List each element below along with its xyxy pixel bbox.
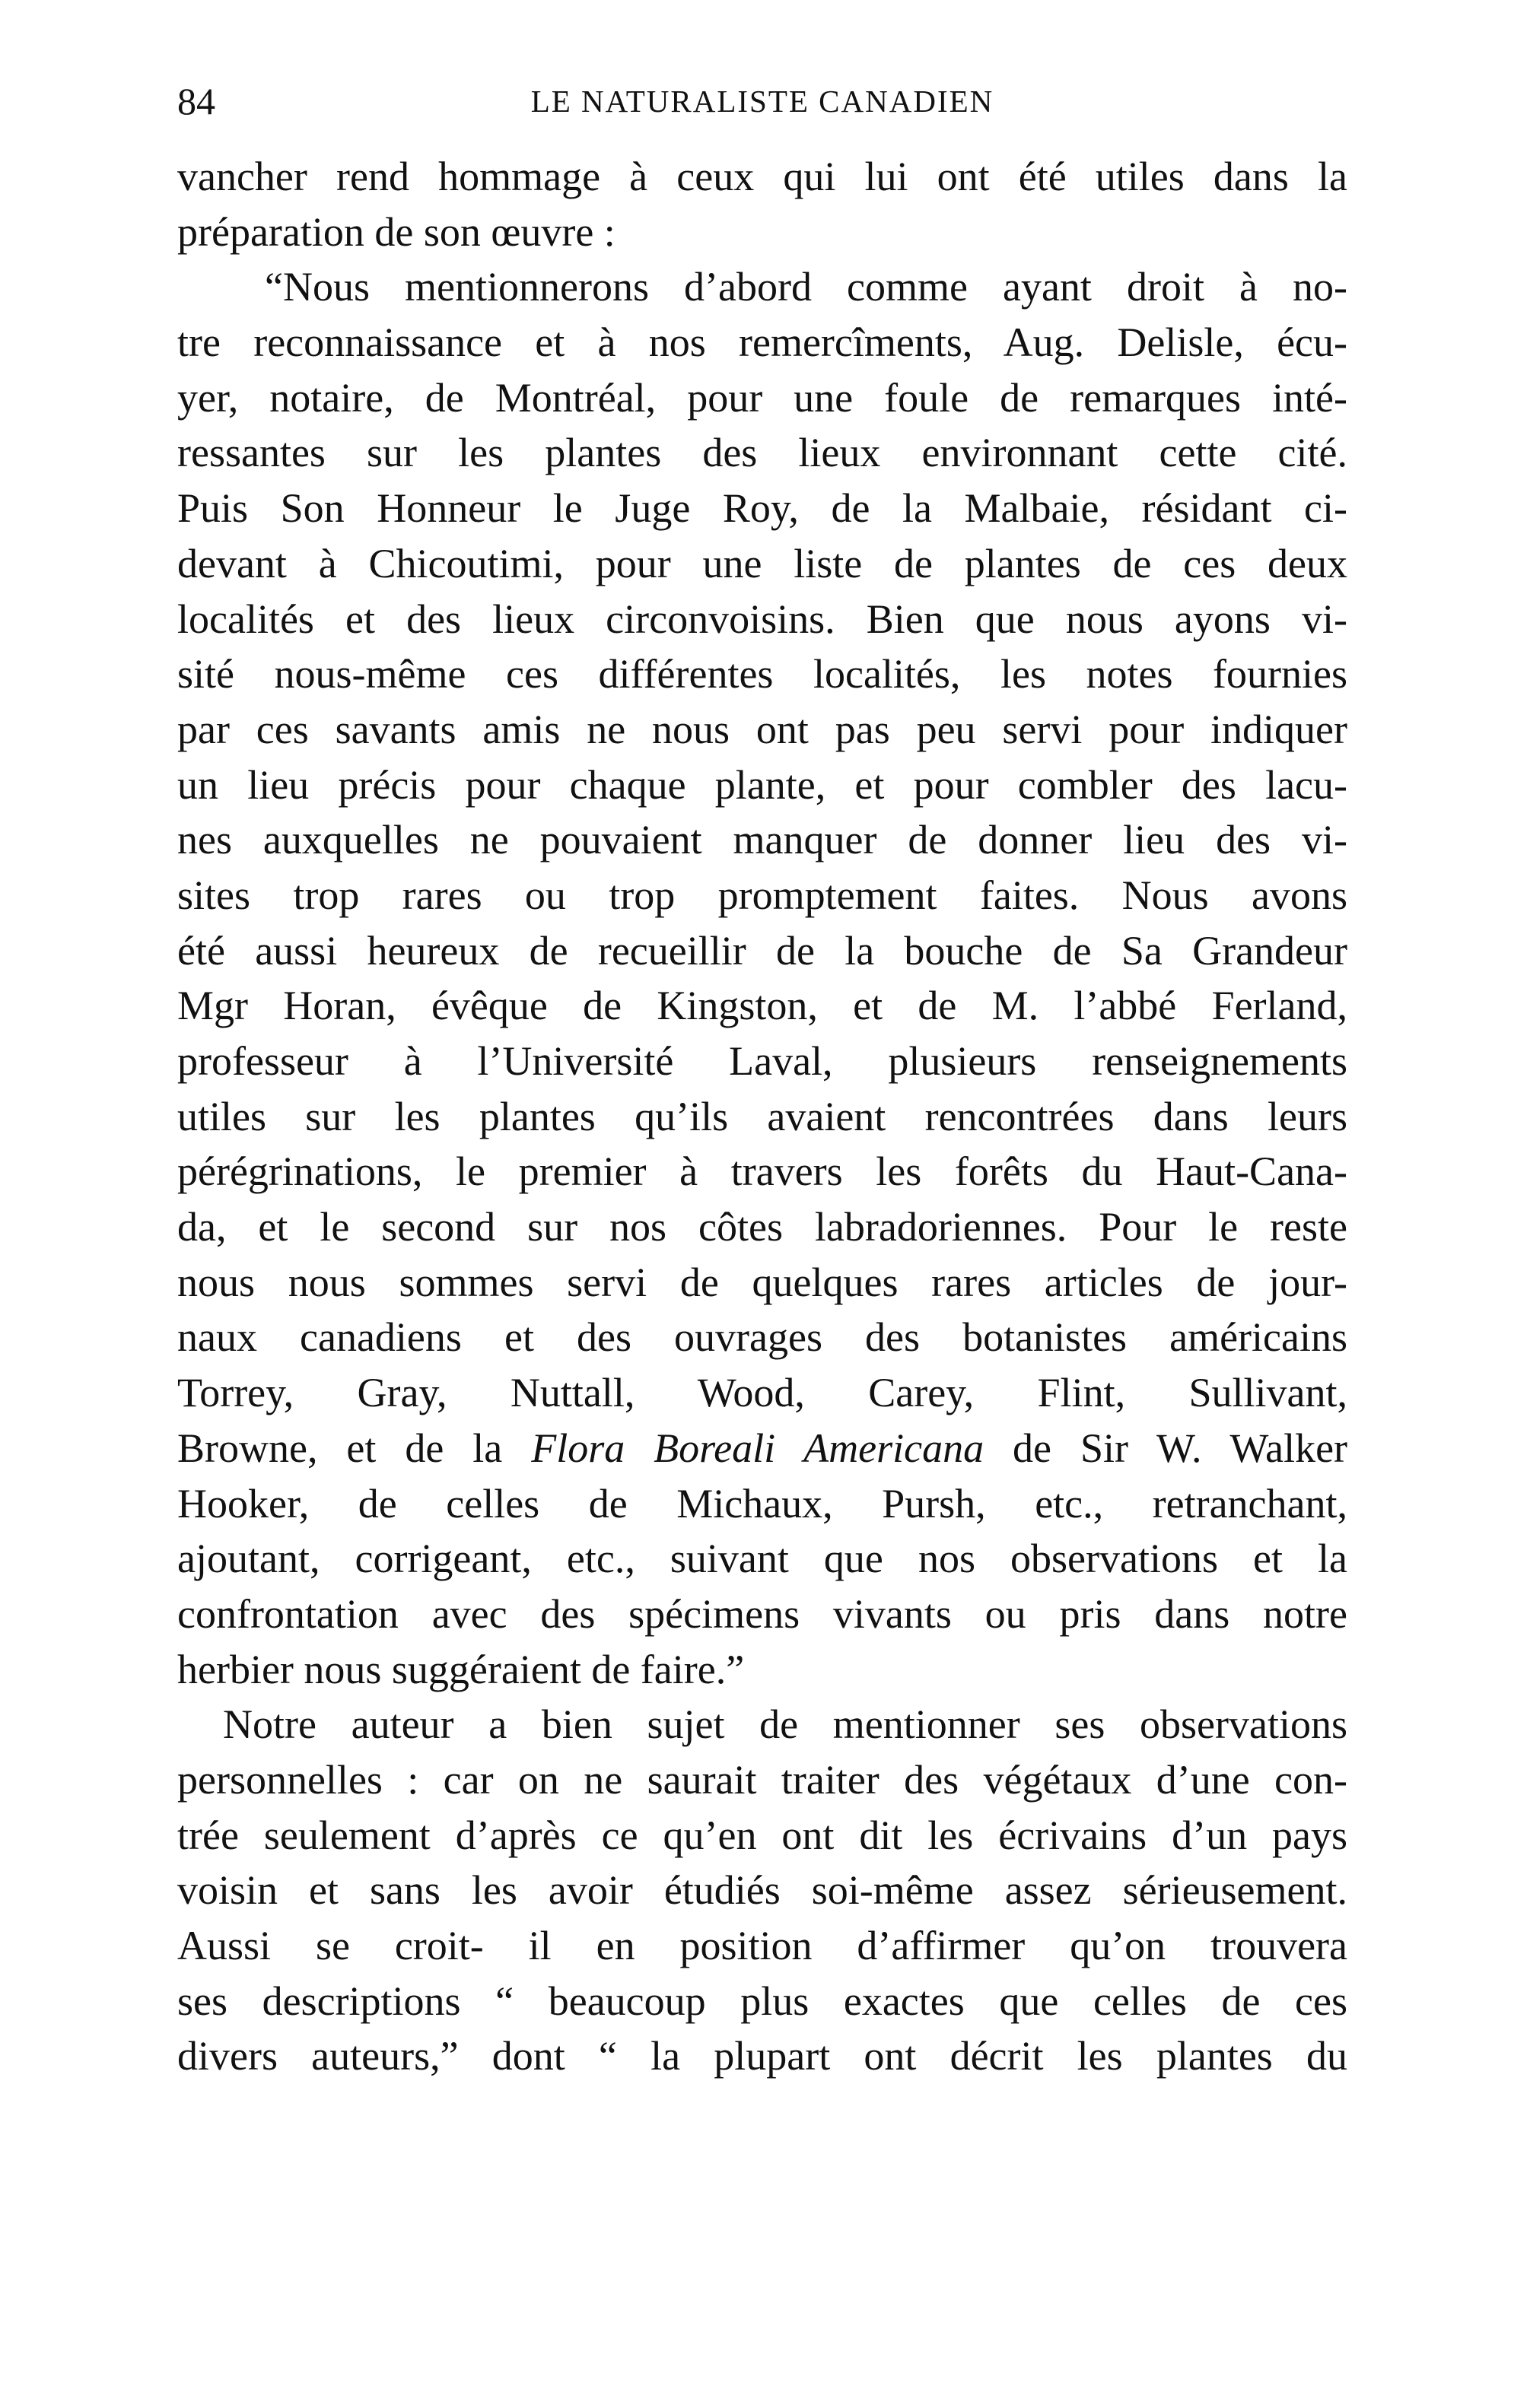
page-header bbox=[177, 75, 1347, 128]
text-line: vancher rend hommage à ceux qui lui ont été utiles dans la bbox=[177, 154, 1347, 199]
text-line: localités et des lieux circonvoisins. Bien que nous ayons vi- bbox=[177, 596, 1347, 642]
text-line: Notre auteur a bien sujet de mentionner ses observations bbox=[223, 1701, 1347, 1748]
text-line: voisin et sans les avoir étudiés soi-même assez sérieusement. bbox=[177, 1867, 1347, 1914]
text-line: trée seulement d’après ce qu’en ont dit les écrivains d’un pays bbox=[177, 1812, 1347, 1858]
text-line: préparation de son œuvre : bbox=[177, 208, 615, 255]
text-line: sité nous-même ces différentes localités, les notes fournies bbox=[177, 651, 1347, 697]
text-line: herbier nous suggéraient de faire.” bbox=[177, 1646, 745, 1692]
text-line: yer, notaire, de Montréal, pour une foule de remarques inté- bbox=[177, 374, 1347, 421]
text-line: nous nous sommes servi de quelques rares articles de jour- bbox=[177, 1259, 1347, 1305]
text-line: devant à Chicoutimi, pour une liste de plantes de ces deux bbox=[177, 540, 1347, 586]
text-line: Mgr Horan, évêque de Kingston, et de M. l’abbé Ferland, bbox=[177, 983, 1347, 1029]
text-line: ressantes sur les plantes des lieux environnant cette cité. bbox=[177, 430, 1347, 476]
text-line: tre reconnaissance et à nos remercîments, Aug. Delisle, écu- bbox=[177, 319, 1347, 366]
text-line: un lieu précis pour chaque plante, et pour combler des lacu- bbox=[177, 761, 1347, 808]
text-line: Aussi se croit- il en position d’affirmer qu’on trouvera bbox=[177, 1923, 1347, 1968]
text-line: naux canadiens et des ouvrages des botanistes américains bbox=[177, 1314, 1347, 1361]
running-title: LE NATURALISTE CANADIEN bbox=[530, 84, 994, 119]
body-text bbox=[177, 149, 1347, 2084]
text-line: Torrey, Gray, Nuttall, Wood, Carey, Flint, Sullivant, bbox=[177, 1370, 1347, 1416]
text-line: professeur à l’Université Laval, plusieurs renseignements bbox=[177, 1038, 1347, 1084]
text-line: “Nous mentionnerons d’abord comme ayant droit à no- bbox=[265, 264, 1347, 310]
text-line: ajoutant, corrigeant, etc., suivant que nos observations et la bbox=[177, 1536, 1347, 1582]
page-number: 84 bbox=[177, 80, 215, 122]
text-line: personnelles : car on ne saurait traiter des végétaux d’une con- bbox=[177, 1756, 1347, 1803]
text-line: ses descriptions “ beaucoup plus exactes que celles de ces bbox=[177, 1978, 1347, 2024]
text-segment: Browne, et de la bbox=[177, 1425, 532, 1471]
text-line: été aussi heureux de recueillir de la bouche de Sa Grandeur bbox=[177, 927, 1347, 974]
text-line: da, et le second sur nos côtes labradoriennes. Pour le reste bbox=[177, 1204, 1347, 1250]
text-line: sites trop rares ou trop promptement faites. Nous avons bbox=[177, 872, 1347, 918]
text-line: par ces savants amis ne nous ont pas peu servi pour indiquer bbox=[177, 706, 1347, 752]
text-line: pérégrinations, le premier à travers les forêts du Haut-Cana- bbox=[177, 1148, 1347, 1195]
text-line: nes auxquelles ne pouvaient manquer de donner lieu des vi- bbox=[177, 817, 1347, 863]
book-title: Flora Boreali Americana bbox=[531, 1425, 984, 1471]
text-segment: de Sir W. Walker bbox=[984, 1425, 1347, 1471]
text-line: divers auteurs,” dont “ la plupart ont décrit les plantes du bbox=[177, 2033, 1347, 2079]
text-line: Hooker, de celles de Michaux, Pursh, etc., retranchant, bbox=[177, 1480, 1347, 1526]
text-line: Puis Son Honneur le Juge Roy, de la Malbaie, résidant ci- bbox=[177, 485, 1347, 532]
text-line: utiles sur les plantes qu’ils avaient rencontrées dans leurs bbox=[177, 1093, 1347, 1139]
text-line bbox=[177, 1421, 1347, 1476]
text-line: confrontation avec des spécimens vivants ou pris dans notre bbox=[177, 1590, 1347, 1637]
